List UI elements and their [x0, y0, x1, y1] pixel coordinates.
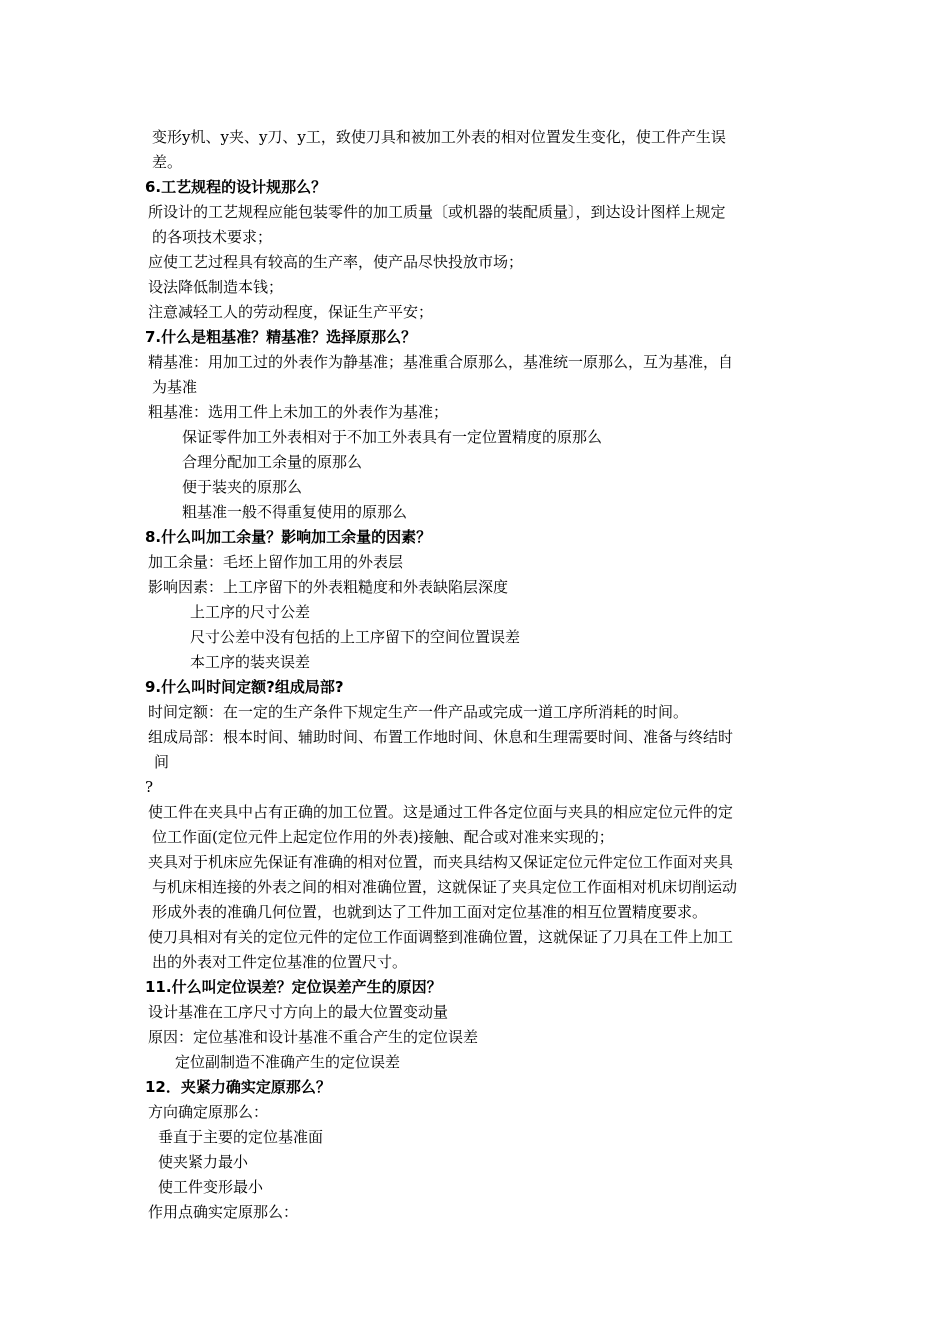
body-line: 作用点确实定原那么：: [148, 1203, 299, 1221]
section-heading: 7.什么是粗基准？精基准？选择原那么？: [145, 328, 417, 346]
body-line: 上工序的尺寸公差: [190, 603, 311, 621]
body-line: 合理分配加工余量的原那么: [182, 453, 363, 471]
section-heading: 6.工艺规程的设计规那么？: [145, 178, 327, 196]
body-line: 使夹紧力最小: [158, 1153, 249, 1171]
body-line: 使工件变形最小: [158, 1178, 264, 1196]
body-line: 原因：定位基准和设计基准不重合产生的定位误差: [148, 1028, 479, 1046]
body-line: 影响因素：上工序留下的外表粗糙度和外表缺陷层深度: [148, 578, 509, 596]
body-line: 粗基准：选用工件上未加工的外表作为基准；: [148, 403, 449, 421]
body-line: ?: [145, 778, 154, 796]
body-line: 方向确定原那么：: [148, 1103, 269, 1121]
body-line: 注意减轻工人的劳动程度，保证生产平安；: [148, 303, 434, 321]
body-line: 本工序的装夹误差: [190, 653, 311, 671]
body-line: 设计基准在工序尺寸方向上的最大位置变动量: [148, 1003, 449, 1021]
body-line: 精基准：用加工过的外表作为静基准；基准重合原那么，基准统一原那么，互为基准，自: [148, 353, 734, 371]
body-line: 保证零件加工外表相对于不加工外表具有一定位置精度的原那么: [182, 428, 603, 446]
body-line: 的各项技术要求；: [152, 228, 273, 246]
section-heading: 8.什么叫加工余量？影响加工余量的因素？: [145, 528, 432, 546]
body-line: 间: [154, 753, 170, 771]
body-line: 定位副制造不准确产生的定位误差: [175, 1053, 401, 1071]
body-line: 为基准: [152, 378, 198, 396]
body-line: 便于装夹的原那么: [182, 478, 303, 496]
body-line: 位工作面(定位元件上起定位作用的外表)接触、配合或对准来实现的；: [152, 828, 614, 846]
body-line: 尺寸公差中没有包括的上工序留下的空间位置误差: [190, 628, 521, 646]
body-line: 使刀具相对有关的定位元件的定位工作面调整到准确位置，这就保证了刀具在工件上加工: [148, 928, 734, 946]
body-line: 设法降低制造本钱；: [148, 278, 284, 296]
body-line: 垂直于主要的定位基准面: [158, 1128, 324, 1146]
section-heading: 9.什么叫时间定额?组成局部?: [145, 678, 344, 696]
body-line: 使工件在夹具中占有正确的加工位置。这是通过工件各定位面与夹具的相应定位元件的定: [148, 803, 734, 821]
body-line: 变形y机、y夹、y刀、y工，致使刀具和被加工外表的相对位置发生变化，使工件产生误: [152, 128, 726, 146]
body-line: 应使工艺过程具有较高的生产率，使产品尽快投放市场；: [148, 253, 524, 271]
body-line: 时间定额：在一定的生产条件下规定生产一件产品或完成一道工序所消耗的时间。: [148, 703, 689, 721]
body-line: 所设计的工艺规程应能包装零件的加工质量〔或机器的装配质量〕，到达设计图样上规定: [148, 203, 726, 221]
body-line: 加工余量：毛坯上留作加工用的外表层: [148, 553, 404, 571]
body-line: 组成局部：根本时间、辅助时间、布置工作地时间、休息和生理需要时间、准备与终结时: [148, 728, 734, 746]
body-line: 出的外表对工件定位基准的位置尺寸。: [152, 953, 408, 971]
body-line: 与机床相连接的外表之间的相对准确位置，这就保证了夹具定位工作面相对机床切削运动: [152, 878, 738, 896]
body-line: 差。: [152, 153, 183, 171]
section-heading: 12．夹紧力确实定原那么？: [145, 1078, 331, 1096]
body-line: 粗基准一般不得重复使用的原那么: [182, 503, 408, 521]
body-line: 夹具对于机床应先保证有准确的相对位置，而夹具结构又保证定位元件定位工作面对夹具: [148, 853, 734, 871]
body-line: 形成外表的准确几何位置，也就到达了工件加工面对定位基准的相互位置精度要求。: [152, 903, 708, 921]
section-heading: 11.什么叫定位误差？定位误差产生的原因？: [145, 978, 442, 996]
